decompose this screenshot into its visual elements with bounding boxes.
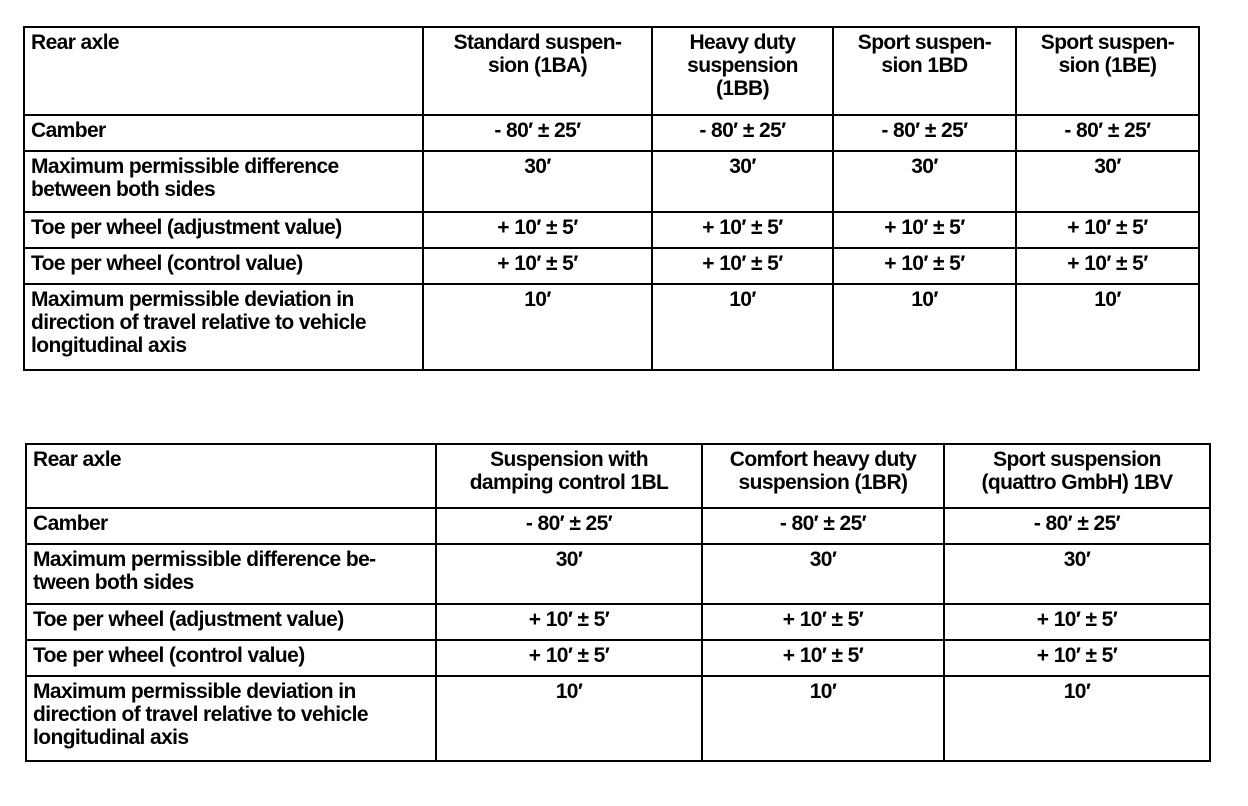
table-cell: 10′: [1016, 284, 1199, 370]
table-row-toe-adjustment: [24, 212, 1199, 248]
table-cell: 10′: [702, 676, 944, 761]
table-row-toe-control: [26, 640, 1210, 676]
table-cell: - 80′ ± 25′: [652, 115, 833, 151]
row-label-max-deviation: Maximum permissible deviation in direction of travel relative to vehicle longitudinal axis: [24, 284, 423, 370]
table-cell: 30′: [702, 544, 944, 604]
row-label-toe-adjustment: Toe per wheel (adjustment value): [24, 212, 423, 248]
row-label-max-difference: Maximum permissible difference be- tween both sides: [26, 544, 436, 604]
table-cell: + 10′ ± 5′: [702, 604, 944, 640]
table-row-toe-control: [24, 248, 1199, 284]
table-row-max-deviation: [24, 284, 1199, 370]
header-comfort-heavy-duty-1br: Comfort heavy duty suspension (1BR): [702, 444, 944, 508]
table-cell: + 10′ ± 5′: [652, 248, 833, 284]
table-header-row: [26, 444, 1210, 508]
table-cell: + 10′ ± 5′: [652, 212, 833, 248]
table-row-camber: [26, 508, 1210, 544]
table-row-max-deviation: [26, 676, 1210, 761]
table-cell: 30′: [436, 544, 702, 604]
table-cell: + 10′ ± 5′: [423, 248, 652, 284]
table-cell: 30′: [944, 544, 1210, 604]
header-rear-axle: Rear axle: [24, 27, 423, 115]
row-label-max-difference: Maximum permissible difference between both sides: [24, 151, 423, 212]
header-sport-suspension-1be: Sport suspen- sion (1BE): [1016, 27, 1199, 115]
table-cell: - 80′ ± 25′: [944, 508, 1210, 544]
table-cell: 10′: [423, 284, 652, 370]
table-cell: + 10′ ± 5′: [944, 604, 1210, 640]
table-cell: 10′: [436, 676, 702, 761]
table-cell: - 80′ ± 25′: [1016, 115, 1199, 151]
table-cell: + 10′ ± 5′: [833, 248, 1016, 284]
table-cell: 30′: [1016, 151, 1199, 212]
table-cell: + 10′ ± 5′: [436, 640, 702, 676]
table-cell: + 10′ ± 5′: [702, 640, 944, 676]
table-cell: 10′: [652, 284, 833, 370]
header-rear-axle: Rear axle: [26, 444, 436, 508]
table-row-toe-adjustment: [26, 604, 1210, 640]
rear-axle-table-2: [25, 443, 1211, 762]
row-label-max-deviation: Maximum permissible deviation in direction of travel relative to vehicle longitudinal axis: [26, 676, 436, 761]
table-cell: 10′: [944, 676, 1210, 761]
table-cell: 30′: [423, 151, 652, 212]
table-cell: - 80′ ± 25′: [702, 508, 944, 544]
row-label-toe-control: Toe per wheel (control value): [24, 248, 423, 284]
header-suspension-damping-control-1bl: Suspension with damping control 1BL: [436, 444, 702, 508]
table-row-max-difference: [24, 151, 1199, 212]
table-cell: 30′: [652, 151, 833, 212]
table-cell: + 10′ ± 5′: [1016, 248, 1199, 284]
header-heavy-duty-suspension-1bb: Heavy duty suspension (1BB): [652, 27, 833, 115]
table-cell: + 10′ ± 5′: [436, 604, 702, 640]
row-label-toe-adjustment: Toe per wheel (adjustment value): [26, 604, 436, 640]
table-cell: + 10′ ± 5′: [1016, 212, 1199, 248]
table-cell: - 80′ ± 25′: [423, 115, 652, 151]
row-label-toe-control: Toe per wheel (control value): [26, 640, 436, 676]
table-cell: - 80′ ± 25′: [833, 115, 1016, 151]
table-row-max-difference: [26, 544, 1210, 604]
table-cell: + 10′ ± 5′: [423, 212, 652, 248]
table-cell: + 10′ ± 5′: [833, 212, 1016, 248]
header-sport-suspension-1bd: Sport suspen- sion 1BD: [833, 27, 1016, 115]
table-cell: 30′: [833, 151, 1016, 212]
rear-axle-table-1: [23, 26, 1200, 371]
table-row-camber: [24, 115, 1199, 151]
table-cell: + 10′ ± 5′: [944, 640, 1210, 676]
header-sport-suspension-quattro-1bv: Sport suspension (quattro GmbH) 1BV: [944, 444, 1210, 508]
row-label-camber: Camber: [24, 115, 423, 151]
table-cell: - 80′ ± 25′: [436, 508, 702, 544]
table-header-row: [24, 27, 1199, 115]
row-label-camber: Camber: [26, 508, 436, 544]
table-cell: 10′: [833, 284, 1016, 370]
header-standard-suspension-1ba: Standard suspen- sion (1BA): [423, 27, 652, 115]
